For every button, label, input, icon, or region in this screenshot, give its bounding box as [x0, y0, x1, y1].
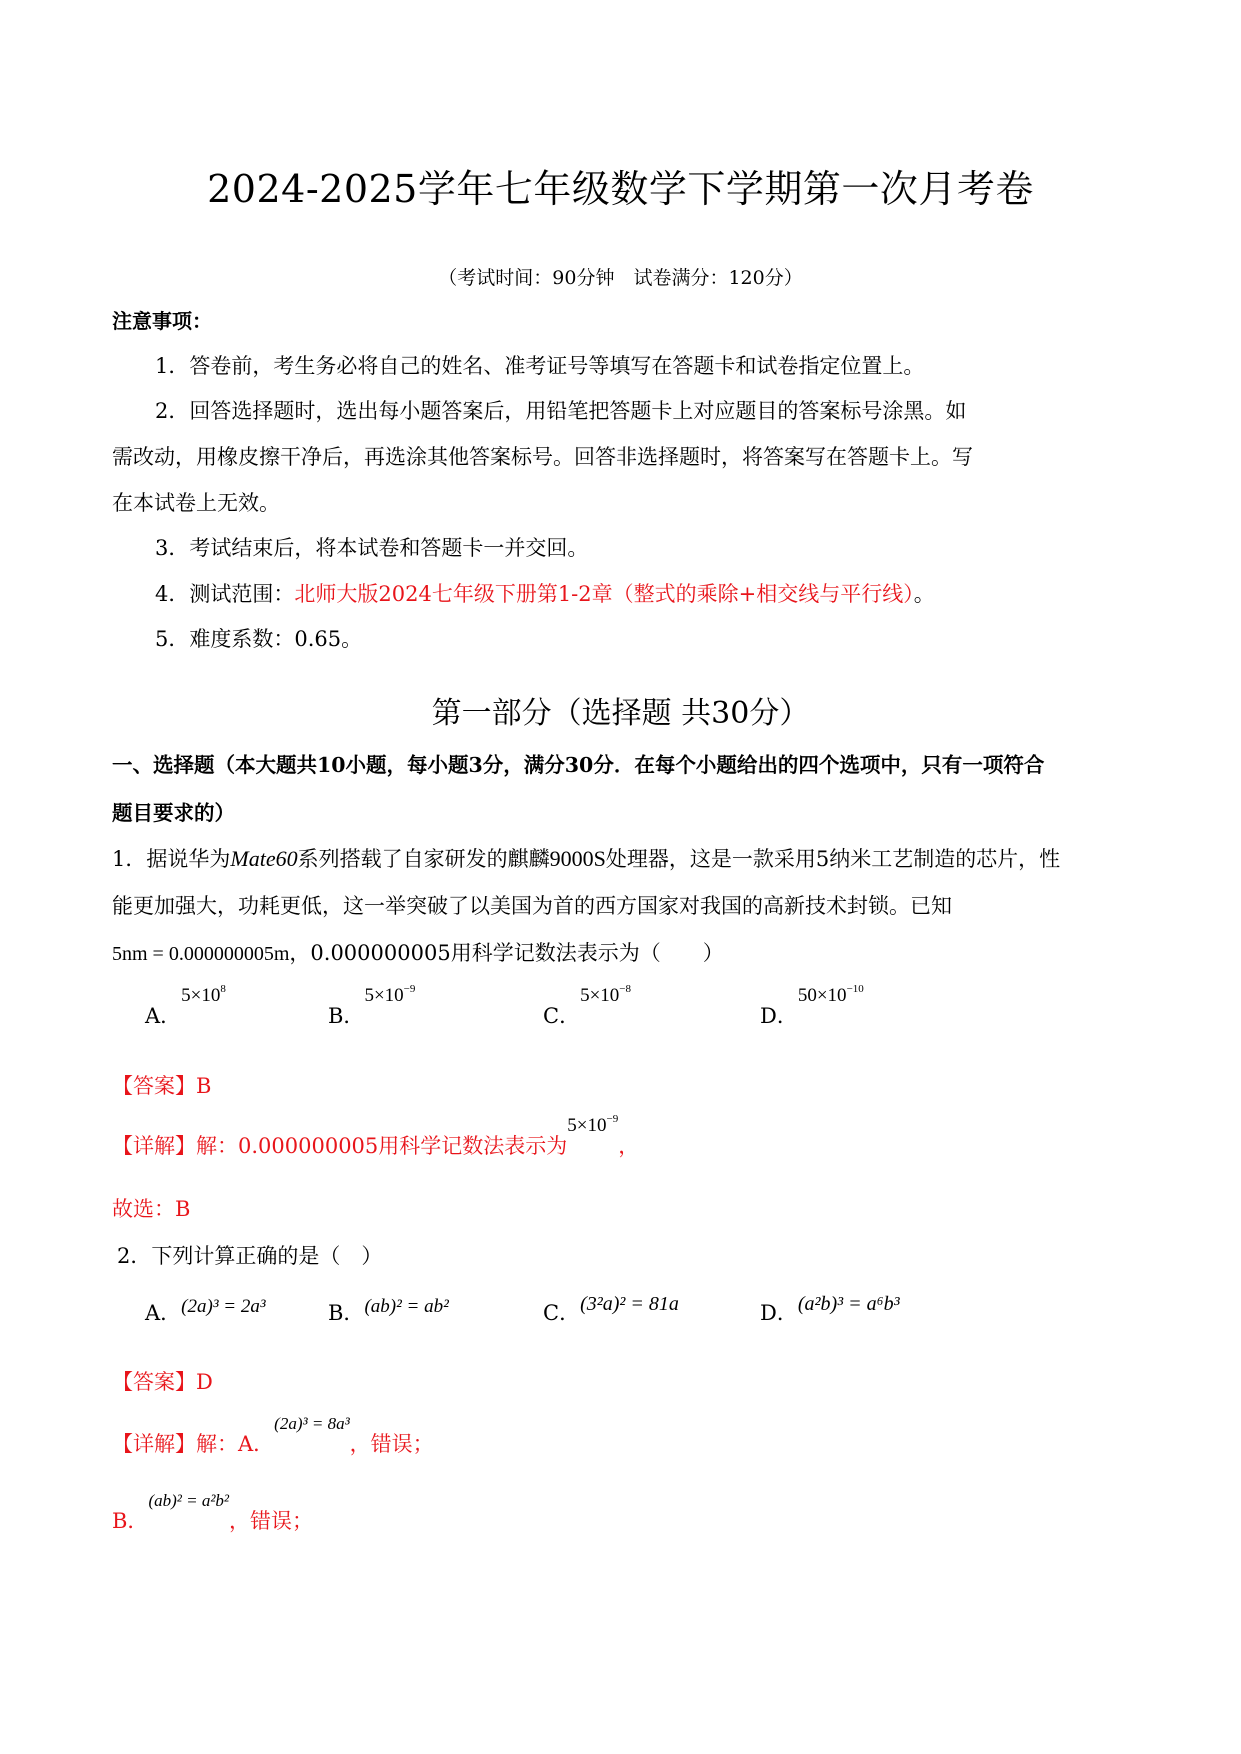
notice-item-4 — [155, 578, 935, 608]
q2-option-b — [328, 1297, 449, 1327]
option-expr: $5\times 10^{-9}$ — [364, 983, 416, 1006]
option-label: D． — [760, 1004, 798, 1028]
notice-item-4-prefix: 4．测试范围： — [155, 582, 295, 606]
detail-expr: $5\times 10^{-9}$ — [567, 1113, 619, 1136]
detail-end: ，错误； — [349, 1432, 434, 1456]
option-expr: (a²b)³ = a⁶b³ — [797, 1293, 900, 1315]
q2-detail-b — [112, 1491, 314, 1535]
notice-item-3: 3．考试结束后，将本试卷和答题卡一并交回。 — [155, 536, 589, 560]
notice-item-2-line-1: 2．回答选择题时，选出每小题答案后，用铅笔把答题卡上对应题目的答案标号涂黑。如 — [155, 399, 967, 423]
option-label: B． — [328, 1301, 365, 1325]
answer-value: B — [196, 1074, 212, 1098]
q2-option-d — [760, 1293, 900, 1327]
option-label: A． — [145, 1301, 182, 1325]
q1-option-b — [328, 983, 416, 1030]
detail-prefix: 解：A． — [196, 1432, 275, 1456]
question-1-line-1 — [112, 843, 1060, 873]
option-label: C． — [543, 1004, 581, 1028]
q2-answer — [112, 1366, 213, 1396]
notice-heading: 注意事项： — [112, 309, 212, 333]
detail-end: ，错误； — [229, 1509, 314, 1533]
q2-detail-a — [112, 1414, 434, 1458]
q1-text-d: ，0.000000005用科学记数法表示为（ ） — [289, 941, 724, 965]
notice-item-2-line-3: 在本试卷上无效。 — [112, 491, 280, 515]
detail-tag: 【详解】 — [112, 1134, 196, 1158]
option-expr: (2a)³ = 2a³ — [181, 1296, 266, 1317]
section-instructions-line-2: 题目要求的） — [112, 801, 235, 825]
question-1-line-2: 能更加强大，功耗更低，这一举突破了以美国为首的西方国家对我国的高新技术封锁。已知 — [112, 894, 952, 918]
q1-option-a — [145, 983, 226, 1030]
q1-text-a: 1．据说华为 — [112, 847, 231, 871]
option-label: D． — [760, 1301, 798, 1325]
q1-detail — [112, 1113, 640, 1160]
exam-info: （考试时间：90分钟 试卷满分：120分） — [438, 267, 803, 289]
q1-text-c: 处理器，这是一款采用5纳米工艺制造的芯片，性 — [605, 847, 1061, 871]
detail-prefix: B． — [112, 1509, 149, 1533]
notice-item-4-suffix: 。 — [913, 582, 935, 606]
answer-tag: 【答案】 — [112, 1074, 196, 1098]
q1-option-c — [543, 983, 632, 1030]
detail-tag: 【详解】 — [112, 1432, 196, 1456]
question-2-text: 2．下列计算正确的是（ ） — [117, 1244, 383, 1268]
option-label: A． — [145, 1004, 182, 1028]
option-label: C． — [543, 1301, 581, 1325]
question-1-line-3 — [112, 937, 724, 967]
option-label: B． — [328, 1004, 365, 1028]
option-expr: $50\times 10^{-10}$ — [797, 983, 864, 1006]
q1-equation: 5nm = 0.000000005m — [112, 943, 290, 965]
answer-tag: 【答案】 — [112, 1370, 196, 1394]
page-title: 2024-2025学年七年级数学下学期第一次月考卷 — [207, 167, 1034, 211]
notice-item-5: 5．难度系数：0.65。 — [155, 627, 363, 651]
option-expr: (3²a)² = 81a — [580, 1293, 679, 1315]
detail-end: ， — [618, 1134, 640, 1158]
section-title: 第一部分（选择题 共30分） — [431, 696, 810, 731]
notice-item-1: 1．答卷前，考生务必将自己的姓名、准考证号等填写在答题卡和试卷指定位置上。 — [155, 354, 925, 378]
q1-model: Mate60 — [230, 846, 298, 871]
option-expr: $5\times 10^{-8}$ — [580, 983, 632, 1006]
option-expr: (ab)² = ab² — [364, 1296, 449, 1317]
answer-value: D — [196, 1370, 213, 1394]
q2-option-c — [543, 1293, 679, 1327]
section-instructions-line-1: 一、选择题（本大题共10小题，每小题3分，满分30分．在每个小题给出的四个选项中，只有一项符合 — [112, 753, 1045, 777]
q2-option-a — [145, 1297, 266, 1327]
test-range: 北师大版2024七年级下册第1-2章（整式的乘除+相交线与平行线） — [294, 582, 914, 606]
q1-text-b: 系列搭载了自家研发的麒麟 — [297, 847, 550, 871]
q1-conclusion: 故选：B — [112, 1197, 191, 1221]
q1-option-d — [760, 983, 864, 1030]
q1-answer — [112, 1070, 211, 1100]
detail-expr: (2a)³ = 8a³ — [274, 1414, 350, 1433]
q1-chip: 9000S — [549, 846, 606, 871]
detail-expr: (ab)² = a²b² — [148, 1491, 230, 1510]
detail-text: 解：0.000000005用科学记数法表示为 — [196, 1134, 568, 1158]
notice-item-2-line-2: 需改动，用橡皮擦干净后，再选涂其他答案标号。回答非选择题时，将答案写在答题卡上。写 — [112, 445, 973, 469]
option-expr: $5\times 10^8$ — [181, 983, 226, 1006]
